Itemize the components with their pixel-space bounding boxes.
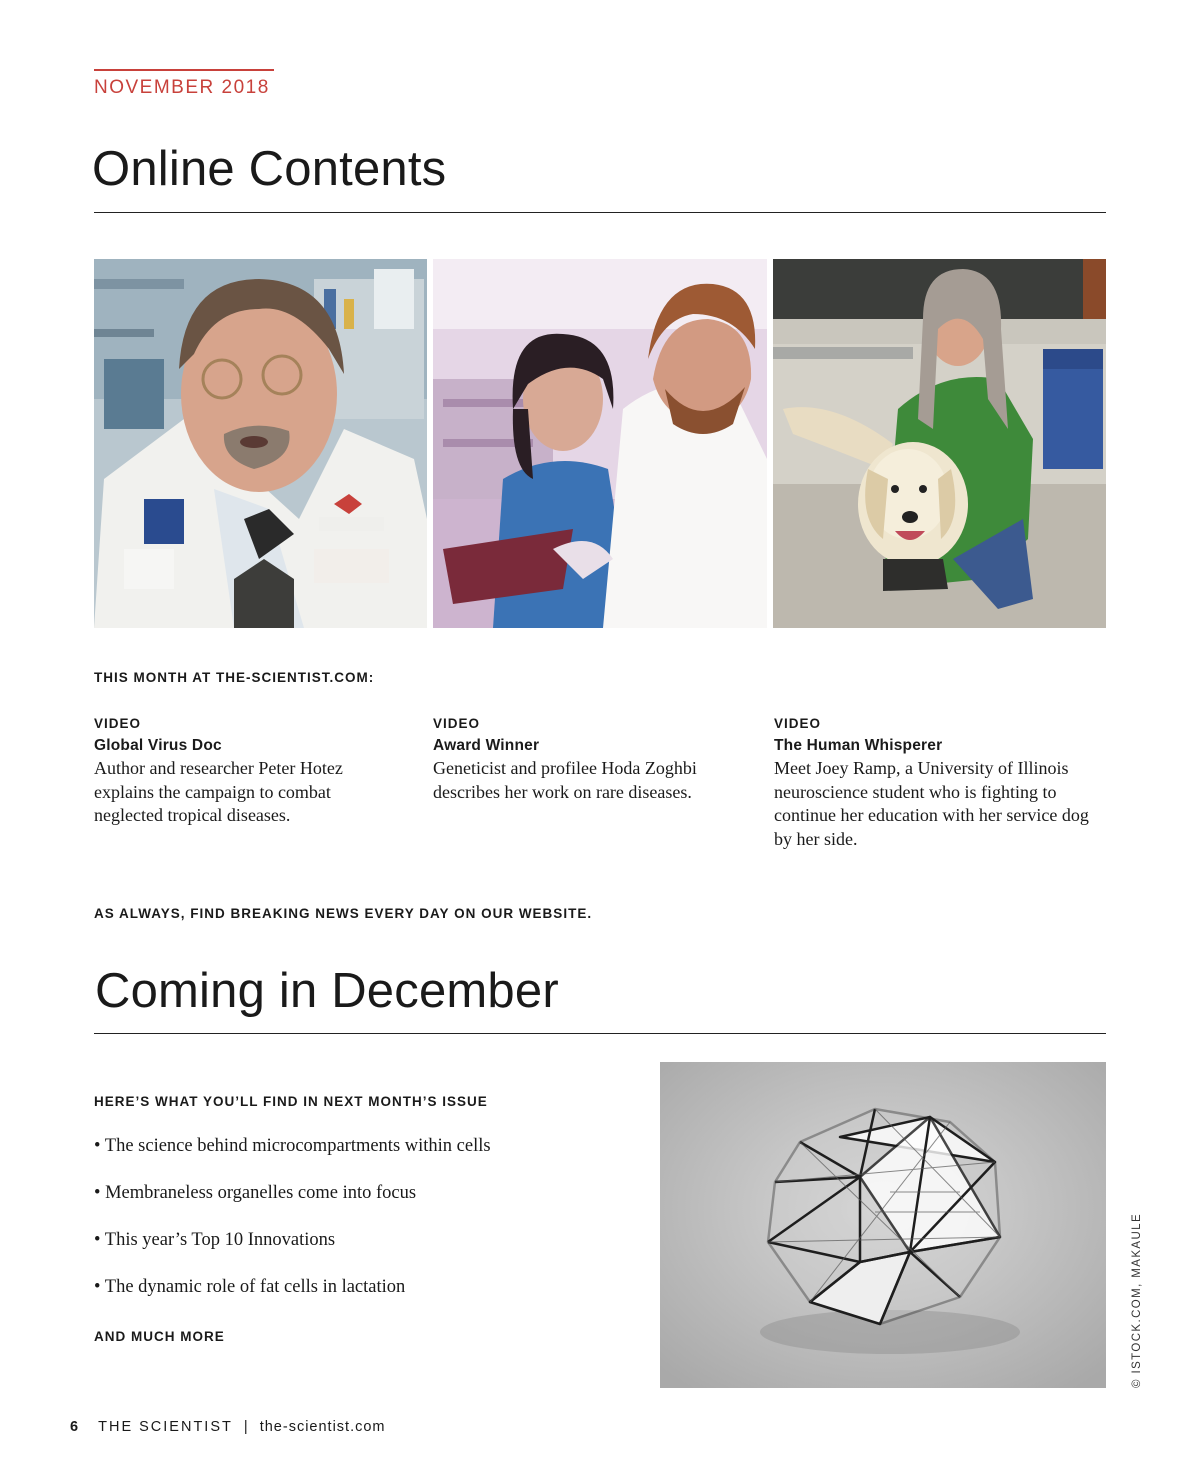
online-item-2 — [433, 716, 733, 804]
december-bullet-list — [94, 1133, 614, 1321]
online-contents-divider — [94, 212, 1106, 213]
online-item-1 — [94, 716, 394, 828]
coming-december-title: Coming in December — [95, 964, 559, 1018]
coming-december-divider — [94, 1033, 1106, 1034]
item-type-label: VIDEO — [94, 716, 142, 731]
publication-name: THE SCIENTIST — [98, 1419, 233, 1435]
list-item: • This year’s Top 10 Innovations — [94, 1230, 336, 1250]
item-description: Author and researcher Peter Hotez explains the campaign to combat neglected tropical diseases. — [94, 758, 343, 825]
item-type-label: VIDEO — [433, 716, 481, 731]
issue-date: NOVEMBER 2018 — [94, 77, 270, 98]
and-much-more: AND MUCH MORE — [94, 1329, 225, 1344]
list-item: • Membraneless organelles come into focus — [94, 1183, 417, 1203]
page-footer — [70, 1419, 386, 1435]
item-headline[interactable]: Award Winner — [433, 737, 540, 754]
online-kicker: THIS MONTH AT THE-SCIENTIST.COM: — [94, 670, 375, 685]
website-link[interactable]: the-scientist.com — [259, 1419, 386, 1435]
issue-date-rule — [94, 69, 274, 71]
image-credit: © ISTOCK.COM, MAKAULE — [1131, 1212, 1143, 1388]
video-thumbnail-global-virus-doc[interactable] — [94, 259, 427, 628]
item-description: Geneticist and profilee Hoda Zoghbi describes her work on rare diseases. — [433, 758, 697, 802]
video-thumbnail-award-winner[interactable] — [433, 259, 767, 628]
polyhedron-illustration — [660, 1062, 1106, 1388]
footer-separator: | — [243, 1419, 249, 1435]
list-item: • The dynamic role of fat cells in lactation — [94, 1277, 406, 1297]
list-item: • The science behind microcompartments within cells — [94, 1136, 491, 1156]
item-headline[interactable]: Global Virus Doc — [94, 737, 222, 754]
item-headline[interactable]: The Human Whisperer — [774, 737, 943, 754]
online-contents-title: Online Contents — [92, 142, 447, 196]
page-number: 6 — [70, 1419, 80, 1435]
video-thumbnail-human-whisperer[interactable] — [773, 259, 1106, 628]
item-type-label: VIDEO — [774, 716, 822, 731]
breaking-news-note: AS ALWAYS, FIND BREAKING NEWS EVERY DAY ON OUR WEBSITE. — [94, 906, 593, 921]
online-item-3 — [774, 716, 1106, 851]
december-kicker: HERE’S WHAT YOU’LL FIND IN NEXT MONTH’S ISSUE — [94, 1094, 488, 1109]
item-description: Meet Joey Ramp, a University of Illinois neuroscience student who is fighting to continue her education with her service dog by her side. — [774, 758, 1089, 849]
